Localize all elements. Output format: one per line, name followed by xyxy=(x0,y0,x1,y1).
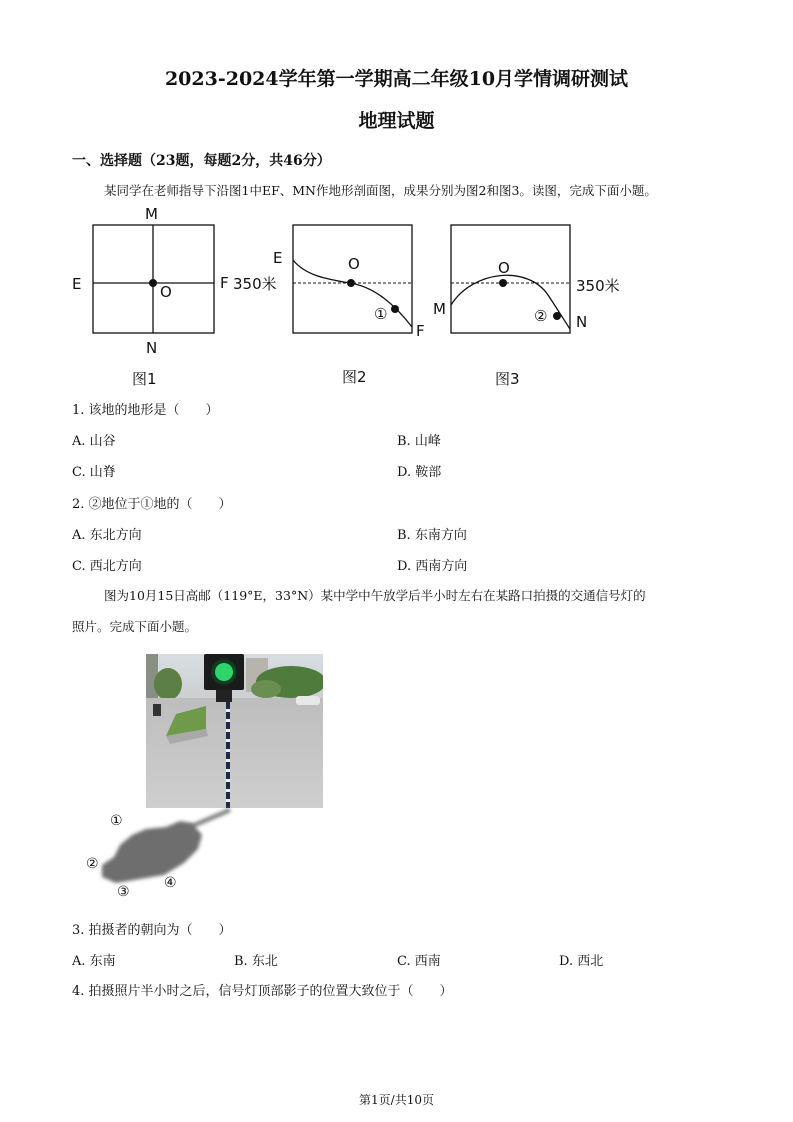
pole-shadow xyxy=(190,810,230,827)
intro-text: 某同学在老师指导下沿图1中EF、MN作地形剖面图，成果分别为图2和图3。读图，完成下面小题。 xyxy=(104,183,657,198)
figure-3-svg xyxy=(428,205,628,390)
fig3-frame xyxy=(451,225,570,333)
q3-option-d: D. 西北 xyxy=(559,954,604,969)
figure-3 xyxy=(428,205,628,390)
fig1-label-e: E xyxy=(72,275,82,293)
fig2-label-point: ① xyxy=(374,305,388,323)
q1-option-c: C. 山脊 xyxy=(72,465,116,480)
page-number: 第1页/共10页 xyxy=(359,1093,434,1107)
fig3-label-n: N xyxy=(576,313,588,331)
fig2-label-f: F xyxy=(416,322,425,340)
q1-option-b: B. 山峰 xyxy=(397,434,441,449)
shadow-label-2: ② xyxy=(86,856,99,872)
fig3-elevation-label: 350米 xyxy=(576,277,620,295)
passage2-line2: 照片。完成下面小题。 xyxy=(72,619,198,634)
page-subtitle: 地理试题 xyxy=(358,110,435,132)
fig1-label-m: M xyxy=(145,205,158,223)
q3-option-a: A. 东南 xyxy=(72,954,116,969)
q3-option-c: C. 西南 xyxy=(397,954,441,969)
figure-2-svg xyxy=(270,205,430,390)
photo-car xyxy=(296,696,320,705)
fig2-point-1 xyxy=(391,305,399,313)
fig3-label-o: O xyxy=(498,259,510,277)
fig2-label-e: E xyxy=(273,249,283,267)
q4-stem: 4. 拍摄照片半小时之后，信号灯顶部影子的位置大致位于（ ） xyxy=(72,984,453,999)
q3-option-b: B. 东北 xyxy=(234,954,278,969)
fig2-point-o xyxy=(347,279,355,287)
photo-tree-left xyxy=(154,668,182,700)
q1-option-a: A. 山谷 xyxy=(72,434,116,449)
fig3-label-point: ② xyxy=(534,307,548,325)
fig2-caption: 图2 xyxy=(342,368,367,386)
q2-option-b: B. 东南方向 xyxy=(397,528,467,543)
fig1-label-o: O xyxy=(160,283,172,301)
shadow-label-4: ④ xyxy=(164,875,177,891)
figure-2 xyxy=(270,205,430,390)
fig2-elevation-label: 350米 xyxy=(233,275,277,293)
page-title: 2023-2024学年第一学期高二年级10月学情调研测试 xyxy=(164,68,629,90)
fig1-label-f: F xyxy=(220,274,229,292)
fig1-label-n: N xyxy=(146,339,158,357)
signal-bracket xyxy=(216,690,232,702)
signal-pole xyxy=(226,702,230,808)
fig3-caption: 图3 xyxy=(495,370,520,388)
signal-shadow-area xyxy=(80,805,260,905)
fig2-label-o: O xyxy=(348,255,360,273)
q2-option-d: D. 西南方向 xyxy=(397,559,468,574)
fig3-point-2 xyxy=(553,312,561,320)
photo-tree-mid xyxy=(251,680,281,698)
fig3-label-m: M xyxy=(433,300,446,318)
passage2-line1: 图为10月15日高邮（119°E，33°N）某中学中午放学后半小时左右在某路口拍摄的交通信号灯的 xyxy=(104,588,646,603)
q2-stem: 2. ②地位于①地的（ ） xyxy=(72,497,232,512)
figure-1 xyxy=(70,205,270,390)
signal-head-shadow xyxy=(102,821,202,883)
signal-green-light xyxy=(215,663,233,681)
fig1-caption: 图1 xyxy=(132,370,157,388)
photo-scooter xyxy=(153,704,161,716)
q2-option-c: C. 西北方向 xyxy=(72,559,142,574)
q3-stem: 3. 拍摄者的朝向为（ ） xyxy=(72,923,232,938)
photo-road xyxy=(146,698,323,808)
photo-svg xyxy=(146,654,323,808)
traffic-signal-photo xyxy=(146,654,323,808)
q1-stem: 1. 该地的地形是（ ） xyxy=(72,403,219,418)
shadow-label-3: ③ xyxy=(117,884,130,900)
fig1-point-o xyxy=(149,279,157,287)
q1-option-d: D. 鞍部 xyxy=(397,465,442,480)
fig3-point-o xyxy=(499,279,507,287)
section-heading: 一、选择题（23题，每题2分，共46分） xyxy=(72,153,331,169)
q2-option-a: A. 东北方向 xyxy=(72,528,142,543)
shadow-label-1: ① xyxy=(110,813,123,829)
fig2-frame xyxy=(293,225,412,333)
